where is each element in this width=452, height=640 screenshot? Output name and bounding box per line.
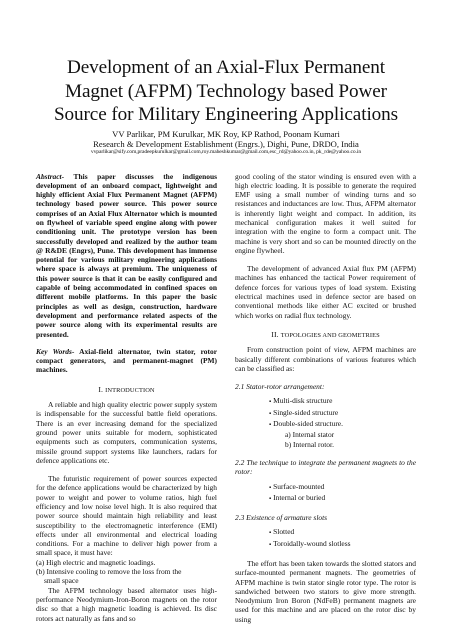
list-item: ▪ Slotted	[269, 527, 416, 538]
bullet-list-magnets	[269, 482, 416, 505]
sub-list-item: a) Internal stator	[285, 430, 335, 440]
right-paragraph-2: The development of advanced Axial flux PM (AFPM) machines has enhanced the tactical Power requirement of defence forces for various types of load system. Existing electrical machines used in defence sector are based on conventional methods like either AC excited or brushed which works on radial flux technology.	[235, 264, 416, 320]
section-number: I.	[98, 384, 104, 394]
section-title: INTRODUCTION	[105, 386, 155, 394]
right-column	[235, 172, 416, 625]
subsection-heading-2-3: 2.3 Existence of armature slots	[235, 513, 328, 523]
abstract	[36, 172, 217, 339]
intro-paragraph-1: A reliable and high quality electric power supply system is indispensable for the successful battle field operations. There is an ever increasing demand for the specialized ground power units suitable for modern, sophisticated equipments such as computers, communication systems, missile ground support systems like launchers, radars for defence applications etc.	[36, 400, 217, 465]
subsection-heading-2-2: 2.2 The technique to integrate the permanent magnets to the rotor:	[235, 457, 416, 477]
affiliation: Research & Development Establishment (Engrs.), Dighi, Pune, DRDO, India	[93, 138, 359, 149]
keywords	[36, 347, 217, 375]
left-column	[36, 172, 217, 625]
bullet-list-stator-rotor	[269, 396, 416, 430]
right-paragraph-4: The effort has been taken towards the slotted stators and surface-mounted permanent magnets. The geometries of AFPM machine is twin stator single rotor type. The rotor is sandwiched between two stators to give more strength. Neodymium Iron Boron (NdFeB) permanent magnets are used for this machine and are placed on the rotor disc by using	[235, 559, 416, 624]
list-item: ▪ Multi-disk structure	[269, 396, 416, 407]
condition-a: (a) High electric and magnetic loadings.	[36, 557, 156, 567]
title-line: Magnet (AFPM) Technology based Power	[65, 80, 387, 102]
list-item: ▪ Single-sided structure	[269, 408, 416, 419]
list-item: ▪ Surface-mounted	[269, 482, 416, 493]
abstract-text: This paper discusses the indigenous development of an onboard compact, lightweight and highly efficient Axial Flux Permanent Magnet (AFPM) technology based power source. This power source comprises of an Axial Flux Alternator which is mounted on flywheel of variable speed engine along with power conditioning unit. The prototype version has been successfully developed and realized by the author team @ R&DE (Engrs), Pune. This development has immense potential for various military engineering applications where space is always at premium. The uniqueness of this power source is that it can be easily configured and capable of being accommodated in confined spaces on different mobile platforms. In this paper the basic principles as well as design, construction, hardware development and performance related aspects of the power source along with its experimental results are presented.	[36, 171, 217, 339]
intro-paragraph-3: The AFPM technology based alternator uses high-performance Neodymium-Iron-Boron magnets on the rotor disc so that a high magnetic loading is achieved. Its disc rotors act naturally as fans and so	[36, 585, 217, 623]
condition-b-continuation: small space	[44, 576, 79, 586]
list-item: ▪ Toroidally-wound slotless	[269, 539, 416, 550]
section-title: TOPOLOGIES AND GEOMETRIES	[280, 331, 380, 339]
condition-b: (b) Intensive cooling to remove the loss from the	[36, 567, 182, 577]
title-line: Development of an Axial-Flux Permanent	[66, 57, 386, 78]
list-item: ▪ Double-sided structure.	[269, 419, 416, 430]
paper-title	[36, 56, 416, 127]
section-number: II.	[271, 329, 279, 339]
subsection-heading-2-1: 2.1 Stator-rotor arrangement:	[235, 382, 325, 392]
author-list: VV Parlikar, PM Kurulkar, MK Roy, KP Rathod, Poonam Kumari	[112, 128, 340, 139]
title-line: Source for Military Engineering Applications	[53, 104, 399, 125]
right-paragraph-1: good cooling of the stator winding is ensured even with a high electric loading. It is possible to generate the required EMF using a small number of winding turns and so resistances and inductances are low. Thus, AFPM alternator is inherently light weight and compact. In addition, its mechanical configuration makes it well suited for integration with the engine to form a compact unit. The machine is very short and so can be mounted directly on the engine flywheel.	[235, 171, 416, 255]
list-item: ▪ Internal or buried	[269, 493, 416, 504]
sub-list-item: b) Internal rotor.	[285, 439, 334, 449]
section-heading-introduction	[36, 385, 217, 395]
author-emails: vvparlikar@sify.com,pradeepkurulkar@gmail.com,roy.maheshkumar@gmail.com,esc_rd@yahoo.co.in, pk_rde@yahoo.co.in	[90, 148, 362, 155]
keywords-label: Key Words	[36, 346, 72, 356]
bullet-list-slots	[269, 527, 416, 550]
keywords-text: - Axial-field alternator, twin stator, rotor compact generators, and permanent-magnet (PM) machines.	[36, 346, 218, 375]
section-heading-topologies	[235, 330, 416, 340]
two-column-body	[36, 172, 416, 625]
abstract-label: Abstract-	[36, 171, 65, 181]
right-paragraph-3: From construction point of view, AFPM machines are basically different combinations of various features which can be classified as:	[235, 345, 416, 373]
intro-paragraph-2: The futuristic requirement of power sources expected for the defence applications would be characterized by high power to weight and power to volume ratios, high fuel efficiency and low noise level high. It is also required that power source should maintain high reliability and least susceptibility to the electromagnetic interference (EMI) effects under all environmental and electrical loading conditions. For a machine to deliver high power from a small space, it must have:	[36, 474, 217, 558]
